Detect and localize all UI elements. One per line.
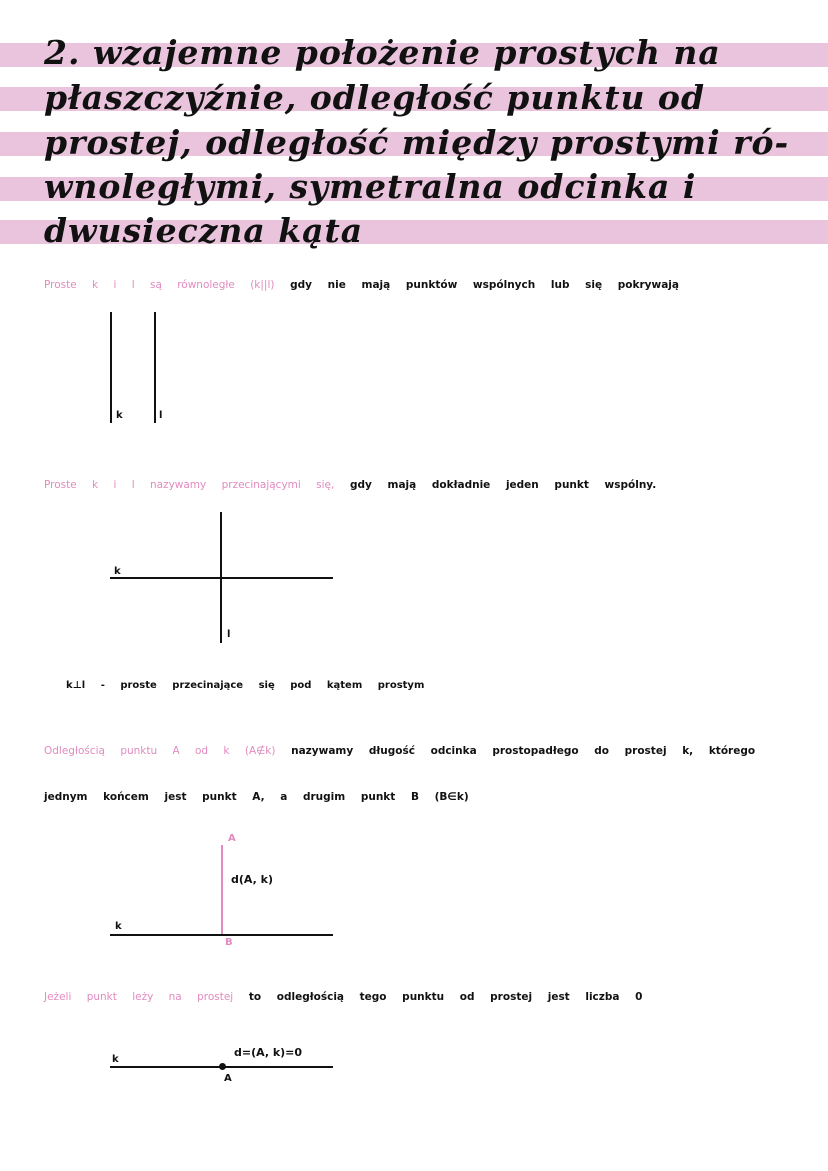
label-A: A xyxy=(228,833,236,844)
label-l: l xyxy=(227,629,231,640)
intersecting-definition xyxy=(44,479,656,491)
perpendicular-note: k⊥l - proste przecinające się pod kątem prostym xyxy=(66,680,425,691)
title-line: płaszczyźnie, odległość punktu od xyxy=(44,78,706,117)
line-k xyxy=(110,312,112,423)
parallel-definition xyxy=(44,279,679,291)
label-distance-zero: d=(A, k)=0 xyxy=(234,1046,303,1059)
distance-text: nazywamy długość odcinka prostopadłego do prostej k, którego xyxy=(291,745,756,757)
segment-AB xyxy=(221,845,223,935)
label-l: l xyxy=(159,410,163,421)
distance-definition xyxy=(44,745,755,757)
title-line: prostej, odległość między prostymi ró- xyxy=(44,123,790,162)
title-line: wnoległymi, symetralna odcinka i xyxy=(44,167,697,206)
intersecting-term: Proste k i l nazywamy przecinającymi się, xyxy=(44,479,335,491)
distance-text-line2: jednym końcem jest punkt A, a drugim punkt B (B∈k) xyxy=(44,791,469,803)
title-line: 2. wzajemne położenie prostych na xyxy=(44,33,721,72)
label-B: B xyxy=(225,937,233,948)
zero-text: to odległością tego punktu od prostej jest liczba 0 xyxy=(248,991,643,1003)
label-distance: d(A, k) xyxy=(231,873,273,886)
label-k: k xyxy=(116,410,123,421)
label-k: k xyxy=(112,1054,119,1065)
label-A: A xyxy=(224,1073,232,1084)
line-l xyxy=(154,312,156,423)
parallel-term: Proste k i l są równoległe (k||l) xyxy=(44,279,275,291)
distance-term: Odległością punktu A od k (A∉k) xyxy=(44,745,276,757)
line-l xyxy=(220,512,222,643)
zero-definition xyxy=(44,991,642,1003)
point-A xyxy=(219,1063,226,1070)
label-k: k xyxy=(115,921,122,932)
label-k: k xyxy=(114,566,121,577)
intersecting-text: gdy mają dokładnie jeden punkt wspólny. xyxy=(349,479,657,491)
title-line: dwusieczna kąta xyxy=(44,211,364,250)
zero-term: Jeżeli punkt leży na prostej xyxy=(44,991,234,1003)
parallel-text: gdy nie mają punktów wspólnych lub się pokrywają xyxy=(290,279,679,291)
line-k xyxy=(110,934,333,936)
